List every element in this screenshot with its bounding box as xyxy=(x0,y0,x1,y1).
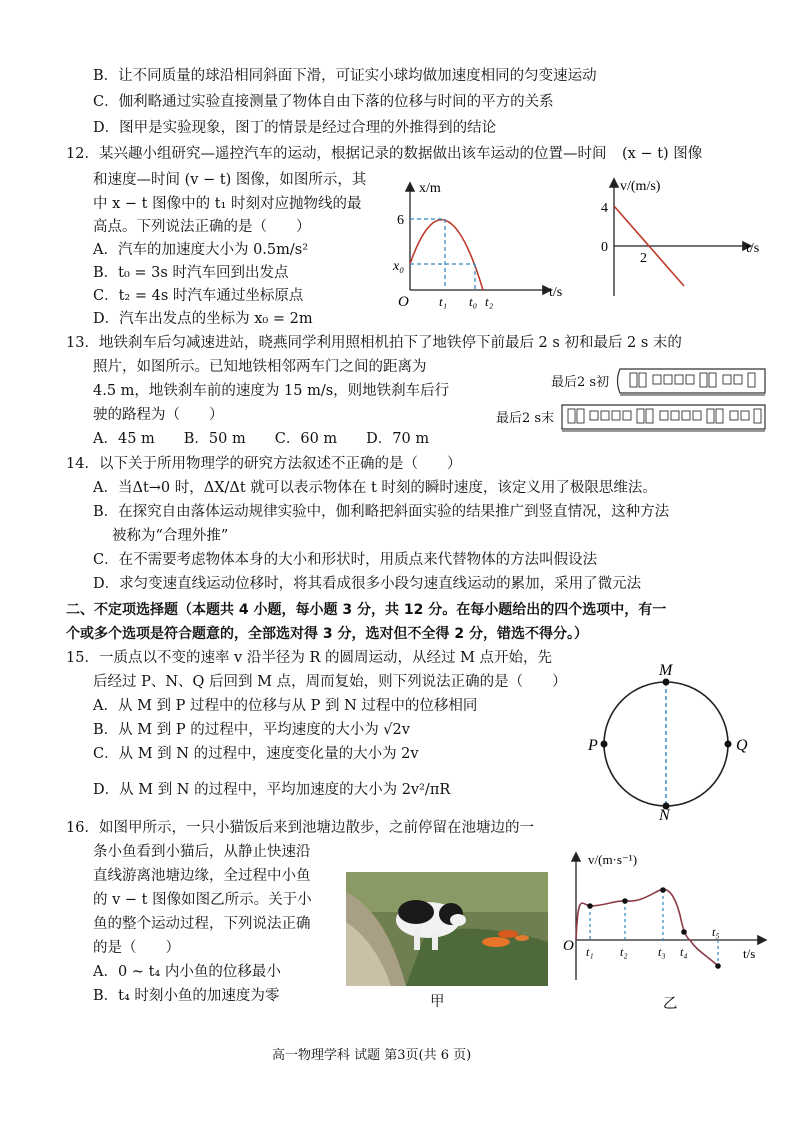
vt-zero: 0 xyxy=(601,240,608,255)
xt-y-label: x/m xyxy=(419,181,441,196)
q16-t1-label: t₁ xyxy=(586,945,594,959)
q16-t5-label: t₅ xyxy=(712,925,720,939)
q12-xt-graph xyxy=(385,178,575,318)
q16-option-b: B．t₄ 时刻小鱼的加速度为零 xyxy=(93,988,280,1004)
q16-t4-label: t₄ xyxy=(680,945,688,959)
q16-vt-graph xyxy=(560,850,770,990)
section2-title-line2: 个或多个选项是符合题意的，全部选对得 3 分，选对但不全得 2 分，错选不得分。） xyxy=(66,626,588,642)
q13-stem-line3: 4.5 m，地铁刹车前的速度为 15 m/s，则地铁刹车后行 xyxy=(93,383,450,399)
q11-option-c: C．伽利略通过实验直接测量了物体自由下落的位移与时间的平方的关系 xyxy=(93,94,554,110)
vt-y-tick: 4 xyxy=(601,201,608,216)
q14-option-b-line2: 被称为“合理外推” xyxy=(112,528,229,544)
xt-y-tick: 6 xyxy=(397,213,404,228)
q12-option-a: A．汽车的加速度大小为 0.5m/s² xyxy=(93,242,309,258)
section2-title-line1: 二、不定项选择题（本题共 4 小题，每小题 3 分，共 12 分。在每小题给出的四个选项中，有一 xyxy=(66,602,667,618)
q12-stem-line1: 12．某兴趣小组研究—遥控汽车的运动，根据记录的数据做出该车运动的位置—时间 xyxy=(66,146,607,162)
xt-parabola xyxy=(410,220,483,290)
q16-stem-line3: 直线游离池塘边缘，全过程中小鱼 xyxy=(93,868,311,884)
q13-label-start: 最后2 s初 xyxy=(551,375,610,390)
q16-stem-line2: 条小鱼看到小猫后，从静止快速沿 xyxy=(93,844,311,860)
q14-option-b-line1: B．在探究自由落体运动规律实验中，伽利略把斜面实验的结果推广到竖直情况，这种方法 xyxy=(93,504,670,520)
q15-label-m: M xyxy=(659,662,673,679)
q16-origin: O xyxy=(563,938,574,954)
xt-origin: O xyxy=(398,294,409,310)
q15-option-d: D．从 M 到 N 的过程中，平均加速度的大小为 2v²/πR xyxy=(93,782,451,798)
q14-option-c: C．在不需要考虑物体本身的大小和形状时，用质点来代替物体的方法叫假设法 xyxy=(93,552,598,568)
page-footer: 高一物理学科 试题 第3页(共 6 页) xyxy=(272,1048,472,1063)
q14-stem: 14．以下关于所用物理学的研究方法叙述不正确的是（ ） xyxy=(66,456,462,472)
q13-stem-line2: 照片，如图所示。已知地铁相邻两车门之间的距离为 xyxy=(93,359,427,375)
q15-option-a: A．从 M 到 P 过程中的位移与从 P 到 N 过程中的位移相同 xyxy=(93,698,478,714)
vt-x-tick: 2 xyxy=(640,251,647,266)
q14-option-a: A．当Δt→0 时，ΔX/Δt 就可以表示物体在 t 时刻的瞬时速度，该定义用了极限思维法。 xyxy=(93,480,657,496)
q12-option-b: B．t₀ = 3s 时汽车回到出发点 xyxy=(93,265,289,281)
q15-option-c: C．从 M 到 N 的过程中，速度变化量的大小为 2v xyxy=(93,746,419,762)
q16-caption-jia: 甲 xyxy=(430,994,445,1010)
q13-train-figure xyxy=(560,365,770,437)
q12-stem-line4: 高点。下列说法正确的是（ ） xyxy=(93,219,311,235)
q13-options: A．45 m B．50 m C．60 m D．70 m xyxy=(93,431,430,447)
q16-y-label: v/(m·s⁻¹) xyxy=(588,852,638,867)
q16-caption-yi: 乙 xyxy=(663,996,678,1012)
q13-stem-line1: 13．地铁刹车后匀减速进站，晓燕同学利用照相机拍下了地铁停下前最后 2 s 初和最后 2 s 末的 xyxy=(66,335,682,351)
q16-cat-fish-photo xyxy=(346,872,548,986)
q12-stem-line3: 中 x − t 图像中的 t₁ 时刻对应抛物线的最 xyxy=(93,196,362,212)
vt-x-label: t/s xyxy=(746,241,760,256)
q16-stem-line5: 鱼的整个运动过程，下列说法正确 xyxy=(93,916,311,932)
vt-y-label: v/(m/s) xyxy=(620,179,661,194)
q16-x-label: t/s xyxy=(743,946,756,961)
q15-label-p: P xyxy=(588,737,598,754)
q16-t2-label: t₂ xyxy=(620,945,628,959)
q13-label-end: 最后2 s末 xyxy=(496,411,555,426)
q16-stem-line1: 16．如图甲所示，一只小猫饭后来到池塘边散步，之前停留在池塘边的一 xyxy=(66,820,534,836)
q16-t3-label: t₃ xyxy=(658,945,666,959)
xt-t0-label: t₀ xyxy=(469,294,478,309)
q15-stem-line2: 后经过 P、N、Q 后回到 M 点，周而复始，则下列说法正确的是（ ） xyxy=(93,674,567,690)
q12-stem-line1-tail: (x − t) 图像 xyxy=(622,146,703,162)
q16-option-a: A．0 ~ t₄ 内小鱼的位移最小 xyxy=(93,964,281,980)
q11-option-d: D．图甲是实验现象，图丁的情景是经过合理的外推得到的结论 xyxy=(93,120,497,136)
q15-label-q: Q xyxy=(736,737,748,754)
q16-stem-line6: 的是（ ） xyxy=(93,940,180,956)
q12-stem-line2: 和速度—时间 (v − t) 图像，如图所示，其 xyxy=(93,172,367,188)
xt-x-label: t/s xyxy=(549,285,563,300)
q12-vt-graph xyxy=(600,176,775,301)
q16-stem-line4: 的 v − t 图像如图乙所示。关于小 xyxy=(93,892,312,908)
xt-x0-label: x₀ xyxy=(393,259,405,274)
q15-label-n: N xyxy=(659,807,670,824)
q15-stem-line1: 15．一质点以不变的速率 v 沿半径为 R 的圆周运动，从经过 M 点开始，先 xyxy=(66,650,553,666)
xt-t2-label: t₂ xyxy=(485,294,494,309)
q16-velocity-curve xyxy=(576,889,718,966)
q15-circle-figure xyxy=(588,662,750,824)
q13-stem-line4: 驶的路程为（ ） xyxy=(93,407,224,423)
xt-t1-label: t₁ xyxy=(439,294,448,309)
q15-option-b: B．从 M 到 P 的过程中，平均速度的大小为 √2v xyxy=(93,722,410,738)
q14-option-d: D．求匀变速直线运动位移时，将其看成很多小段匀速直线运动的累加，采用了微元法 xyxy=(93,576,642,592)
q12-option-d: D．汽车出发点的坐标为 x₀ = 2m xyxy=(93,311,313,327)
q12-option-c: C．t₂ = 4s 时汽车通过坐标原点 xyxy=(93,288,304,304)
q11-option-b: B．让不同质量的球沿相同斜面下滑，可证实小球均做加速度相同的匀变速运动 xyxy=(93,68,597,84)
